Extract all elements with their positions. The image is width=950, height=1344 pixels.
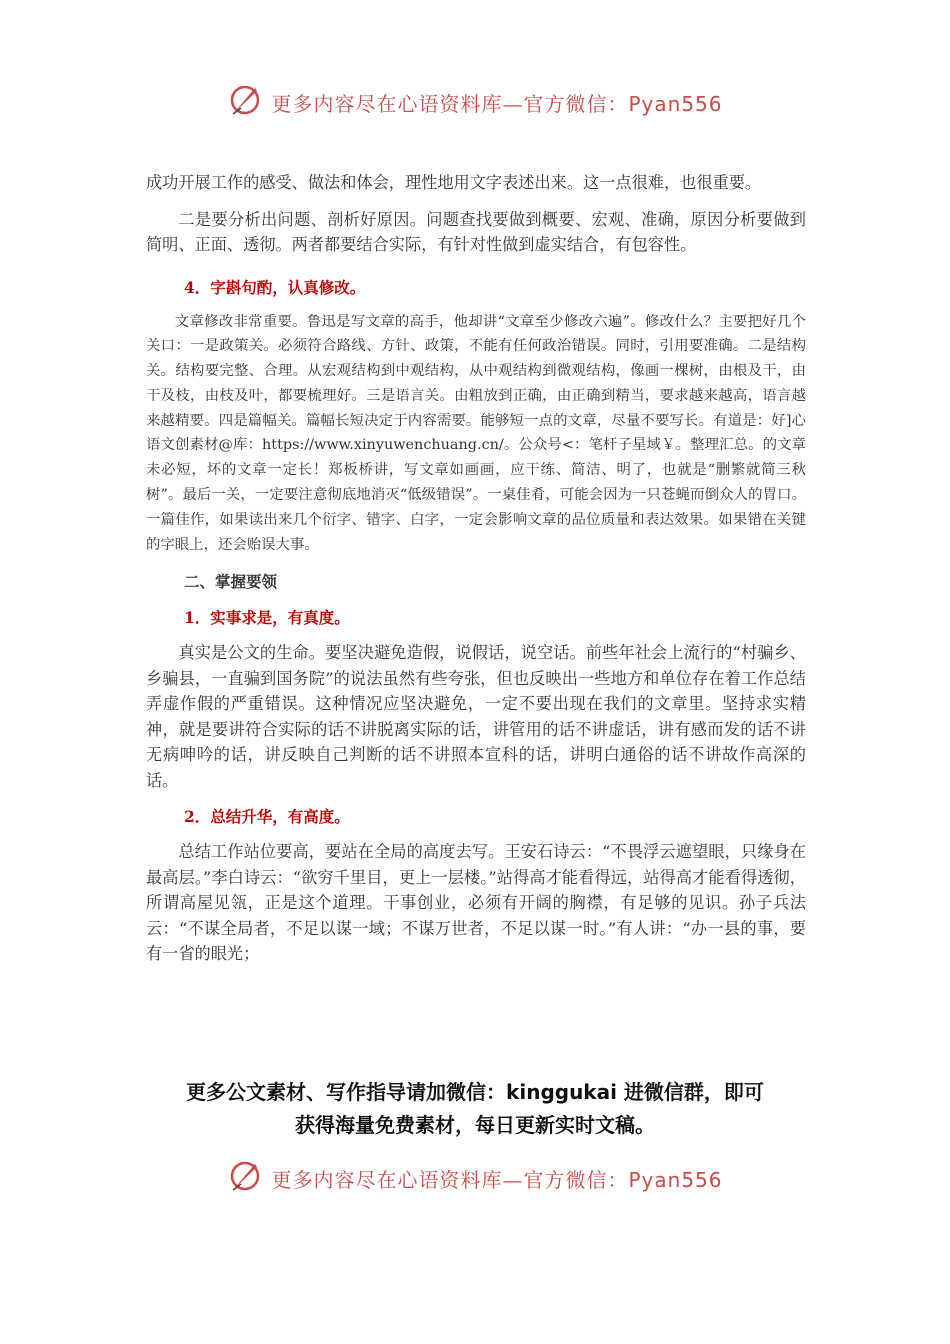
paragraph: 成功开展工作的感受、做法和体会，理性地用文字表述出来。这一点很难，也很重要。	[146, 173, 762, 192]
wechat-id: Pyan556	[628, 1167, 723, 1192]
paragraph: 二是要分析出问题、剖析好原因。问题查找要做到概要、宏观、准确，原因分析要做到简明、正面、透彻。两者都要结合实际，有针对性做到虚实结合，有包容性。	[146, 209, 806, 254]
document-body	[146, 170, 806, 967]
banner-text: 更多内容尽在心语资料库—官方微信：Pyan556	[271, 91, 723, 116]
section-heading: 1．实事求是，有真度。	[184, 608, 350, 628]
promo-line: 获得海量免费素材，每日更新实时文稿。	[295, 1113, 655, 1137]
quill-logo-icon	[227, 82, 263, 122]
promo-line: 更多公文素材、写作指导请加微信：kinggukai 进微信群，即可	[186, 1080, 764, 1104]
paragraph: 真实是公文的生命。要坚决避免造假，说假话，说空话。前些年社会上流行的“村骗乡、乡骗县，一直骗到国务院”的说法虽然有些夸张，但也反映出一些地方和单位存在着工作总结弄虚作假的严重错误。这种情况应坚决避免，一定不要出现在我们的文章里。坚持求实精神，就是要讲符合实际的话不讲脱离实际的话，讲管用的话不讲虚话，讲有感而发的话不讲无病呻吟的话，讲反映自己判断的话不讲照本宣科的话，讲明白通俗的话不讲故作高深的话。	[146, 643, 806, 790]
footer-banner	[0, 1158, 950, 1198]
paragraph: 文章修改非常重要。鲁迅是写文章的高手，他却讲“文章至少修改六遍”。修改什么？主要把好几个关口：一是政策关。必须符合路线、方针、政策，不能有任何政治错误。同时，引用要准确。二是结构关。结构要完整、合理。从宏观结构到中观结构，从中观结构到微观结构，像画一棵树，由根及干，由干及枝，由枝及叶，都要梳理好。三是语言关。由粗放到正确，由正确到精当，要求越来越高，语言越来越精要。四是篇幅关。篇幅长短决定于内容需要。能够短一点的文章，尽量不要写长。有道是：好]心语文创素材@库：https://www.xinyuwenchuang.cn/。公众号<：笔杆子星域￥。整理汇总。的文章未必短，坏的文章一定长！郑板桥讲，写文章如画画，应干练、简洁、明了，也就是“删繁就简三秋树”。最后一关，一定要注意彻底地消灭“低级错误”。一桌佳肴，可能会因为一只苍蝇而倒众人的胃口。一篇佳作，如果读出来几个衍字、错字、白字，一定会影响文章的品位质量和表达效果。如果错在关键的字眼上，还会贻误大事。	[146, 313, 806, 553]
paragraph: 总结工作站位要高，要站在全局的高度去写。王安石诗云：“不畏浮云遮望眼，只缘身在最高层。”李白诗云：“欲穷千里目，更上一层楼。”站得高才能看得远，站得高才能看得透彻，所谓高屋见瓴，正是这个道理。干事创业，必须有开阔的胸襟，有足够的见识。孙子兵法云：“不谋全局者，不足以谋一域；不谋万世者，不足以谋一时。”有人讲：“办一县的事，要有一省的眼光；	[146, 842, 806, 964]
banner-text: 更多内容尽在心语资料库—官方微信：Pyan556	[271, 1167, 723, 1192]
chapter-heading: 二、掌握要领	[184, 572, 278, 592]
promo-notice	[80, 1076, 870, 1142]
quill-logo-icon	[227, 1158, 263, 1198]
section-heading: 2．总结升华，有高度。	[184, 807, 350, 827]
header-banner	[0, 82, 950, 122]
wechat-id: Pyan556	[628, 91, 723, 116]
section-heading: 4．字斟句酌，认真修改。	[184, 277, 366, 297]
